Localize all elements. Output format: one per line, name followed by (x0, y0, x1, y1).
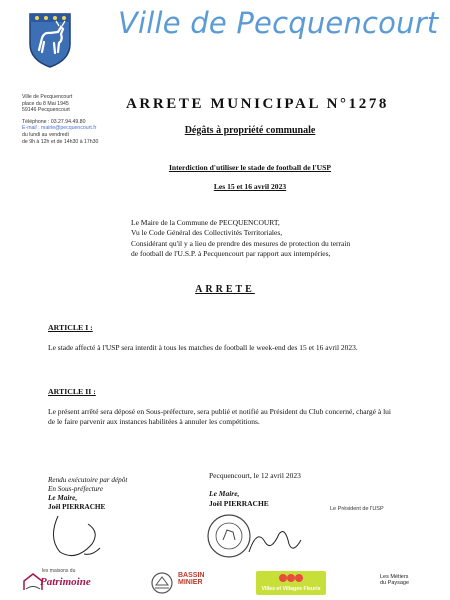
mayor-role: Le Maire, (48, 494, 78, 502)
heritage-icon (150, 571, 174, 595)
town-title: Ville de Pecquencourt (118, 6, 439, 40)
document-title: ARRETE MUNICIPAL N°1278 (126, 96, 390, 112)
villes-text: Villes et Villages Fleuris (261, 586, 321, 592)
interdiction-heading: Interdiction d'utiliser le stade de football de l'USP (168, 163, 332, 172)
mayor-role: Le Maire, (209, 489, 240, 499)
address-block (22, 94, 112, 145)
article-1-heading: ARTICLE I : (48, 323, 93, 332)
executory-line: En Sous-préfecture (48, 485, 104, 493)
article-2-heading: ARTICLE II : (48, 387, 96, 396)
villes-fleuris-logo (256, 571, 326, 595)
email-link[interactable]: E-mail : mairie@pecquencourt.fr (22, 125, 97, 132)
metiers-line: Les Métiers (380, 574, 409, 580)
handwritten-signature (40, 508, 110, 560)
address-line: place du 8 Mai 1945 (22, 100, 69, 107)
considerant-line: Considérant qu'il y a lieu de prendre des mesures de protection du terrain (131, 238, 351, 248)
flower-icon (278, 573, 304, 583)
article-1-text: Le stade affecté à l'USP sera interdit à tous les matches de football le week-end des 15 et 16 avril 2023. (48, 343, 358, 352)
dates-heading: Les 15 et 16 avril 2023 (213, 182, 287, 191)
signature-left (48, 476, 188, 512)
bassin-text (178, 572, 204, 586)
bassin-line: BASSIN (178, 572, 205, 579)
hours-text: de 9h à 12h et de 14h30 à 17h30 (22, 138, 99, 145)
bassin-line: MINIER (178, 579, 203, 587)
mayor-name: Joël PIERRACHE (48, 503, 106, 511)
article-2-text: Le présent arrêté sera déposé en Sous-préfecture, sera publié et notifié au Président du Club concerné, chargé à lui de le faire parvenir aux instances habilitées à annuler les compétitions. (48, 407, 391, 427)
coat-of-arms-icon (28, 12, 72, 68)
place-date: Pecquencourt, le 12 avril 2023 (209, 471, 301, 480)
club-president: Le Président de l'USP (330, 506, 384, 512)
metiers-line: du Paysage (380, 580, 410, 587)
bassin-minier-logo (150, 571, 220, 597)
considerant-line: de football de l'U.S.P. à Pecquencourt par rapport aux intempéries, (131, 248, 331, 258)
signature-middle (209, 471, 359, 508)
address-line: Ville de Pecquencourt (22, 94, 73, 100)
considerants (131, 218, 431, 259)
considerant-line: Le Maire de la Commune de PECQUENCOURT, (131, 218, 280, 227)
document-subject: Dégâts à propriété communale (184, 125, 316, 136)
hours-text: du lundi au vendredi (22, 131, 69, 138)
patrimoine-small: les maisons du (42, 568, 76, 574)
decision-heading: ARRETE (195, 284, 255, 295)
patrimoine-big: Patrimoine (40, 576, 91, 588)
phone-text: Téléphone : 03.27.94.49.80 (22, 118, 86, 125)
metiers-paysage-logo (380, 574, 442, 586)
address-line: 59146 Pecquencourt (22, 107, 70, 114)
handwritten-signature (245, 522, 305, 558)
considerant-line: Vu le Code Général des Collectivités Territoriales, (131, 228, 283, 238)
patrimoine-logo (22, 568, 102, 596)
mayor-name: Joël PIERRACHE (209, 498, 269, 508)
executory-line: Rendu exécutoire par dépôt (48, 476, 128, 484)
